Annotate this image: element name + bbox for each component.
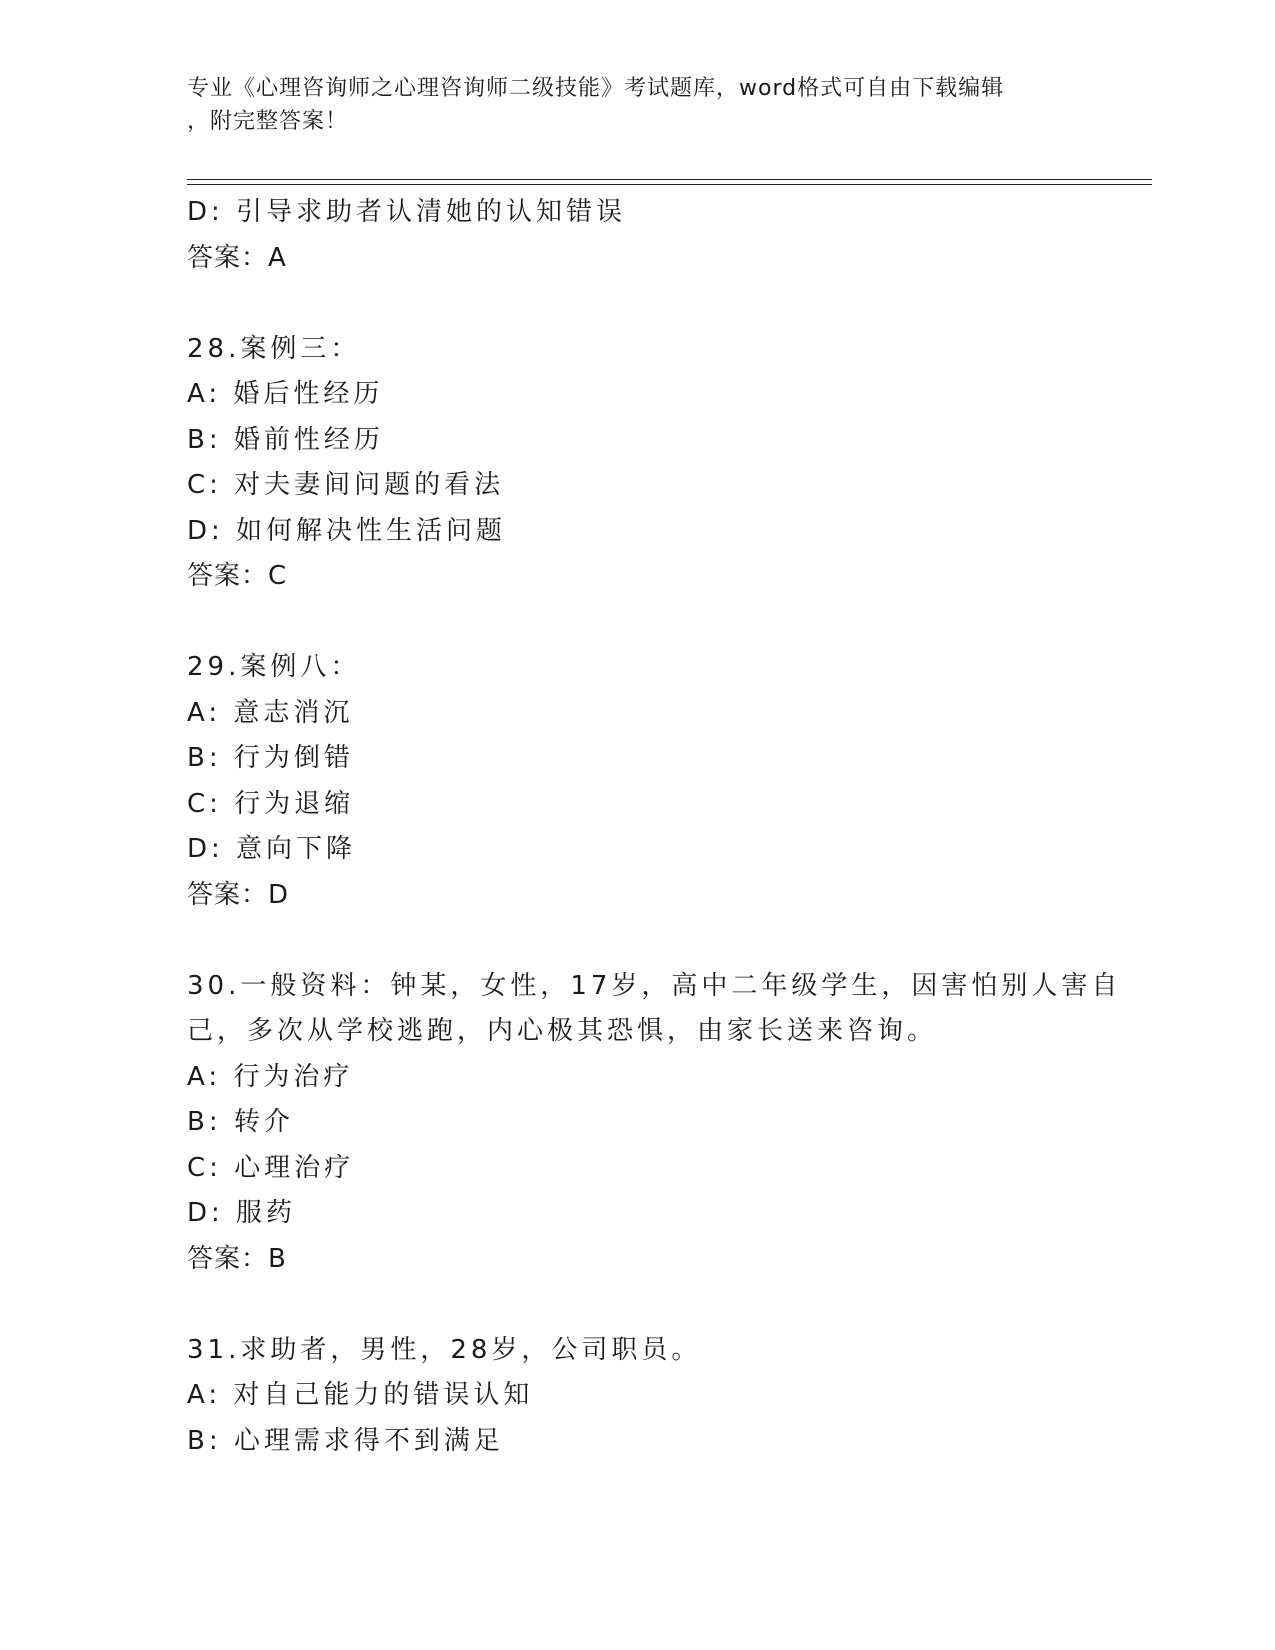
option-a: A: 意志消沉 <box>187 697 354 728</box>
spacer <box>187 600 1087 646</box>
option-b: B: 行为倒错 <box>187 743 354 773</box>
question-list <box>187 190 1122 1464</box>
option-d: D: 引导求助者认清她的认知错误 <box>187 197 627 227</box>
header-title-line-2: ，附完整答案！ <box>187 109 349 134</box>
option-a: A: 婚后性经历 <box>187 379 384 409</box>
option-c: C: 对夫妻间问题的看法 <box>187 470 505 500</box>
option-b: B: 转介 <box>187 1107 294 1137</box>
option-b: B: 婚前性经历 <box>187 424 384 455</box>
question-30 <box>187 964 1122 1283</box>
question-stem: 29.案例八： <box>187 652 361 682</box>
option-c: C: 心理治疗 <box>187 1152 355 1183</box>
header-divider-bottom <box>187 184 1152 185</box>
option-b: B: 心理需求得不到满足 <box>187 1425 504 1456</box>
question-stem: 31.求助者，男性，28岁，公司职员。 <box>187 1334 702 1365</box>
question-28 <box>187 327 1087 600</box>
answer: 答案：A <box>187 242 287 273</box>
question-stem-line-2: 己，多次从学校逃跑，内心极其恐惧，由家长送来咨询。 <box>187 1016 938 1046</box>
option-d: D: 如何解决性生活问题 <box>187 515 507 546</box>
spacer <box>187 1282 1087 1328</box>
answer: 答案：D <box>187 879 290 910</box>
question-stem: 28.案例三： <box>187 333 361 364</box>
header-divider-top <box>187 179 1152 180</box>
option-a: A: 对自己能力的错误认知 <box>187 1380 534 1410</box>
option-d: D: 意向下降 <box>187 834 357 864</box>
spacer <box>187 281 1087 327</box>
spacer <box>187 918 1087 964</box>
option-c: C: 行为退缩 <box>187 788 355 819</box>
question-31 <box>187 1328 1087 1465</box>
option-d: D: 服药 <box>187 1198 297 1228</box>
question-29 <box>187 645 1087 918</box>
answer: 答案：B <box>187 1243 287 1274</box>
answer: 答案：C <box>187 561 288 591</box>
option-a: A: 行为治疗 <box>187 1061 354 1092</box>
header-title-line-1: 专业《心理咨询师之心理咨询师二级技能》考试题库，word格式可自由下载编辑 <box>187 76 1005 101</box>
document-header <box>187 72 1087 138</box>
question-stem-line-1: 30.一般资料：钟某，女性，17岁，高中二年级学生，因害怕别人害自 <box>187 970 1122 1001</box>
